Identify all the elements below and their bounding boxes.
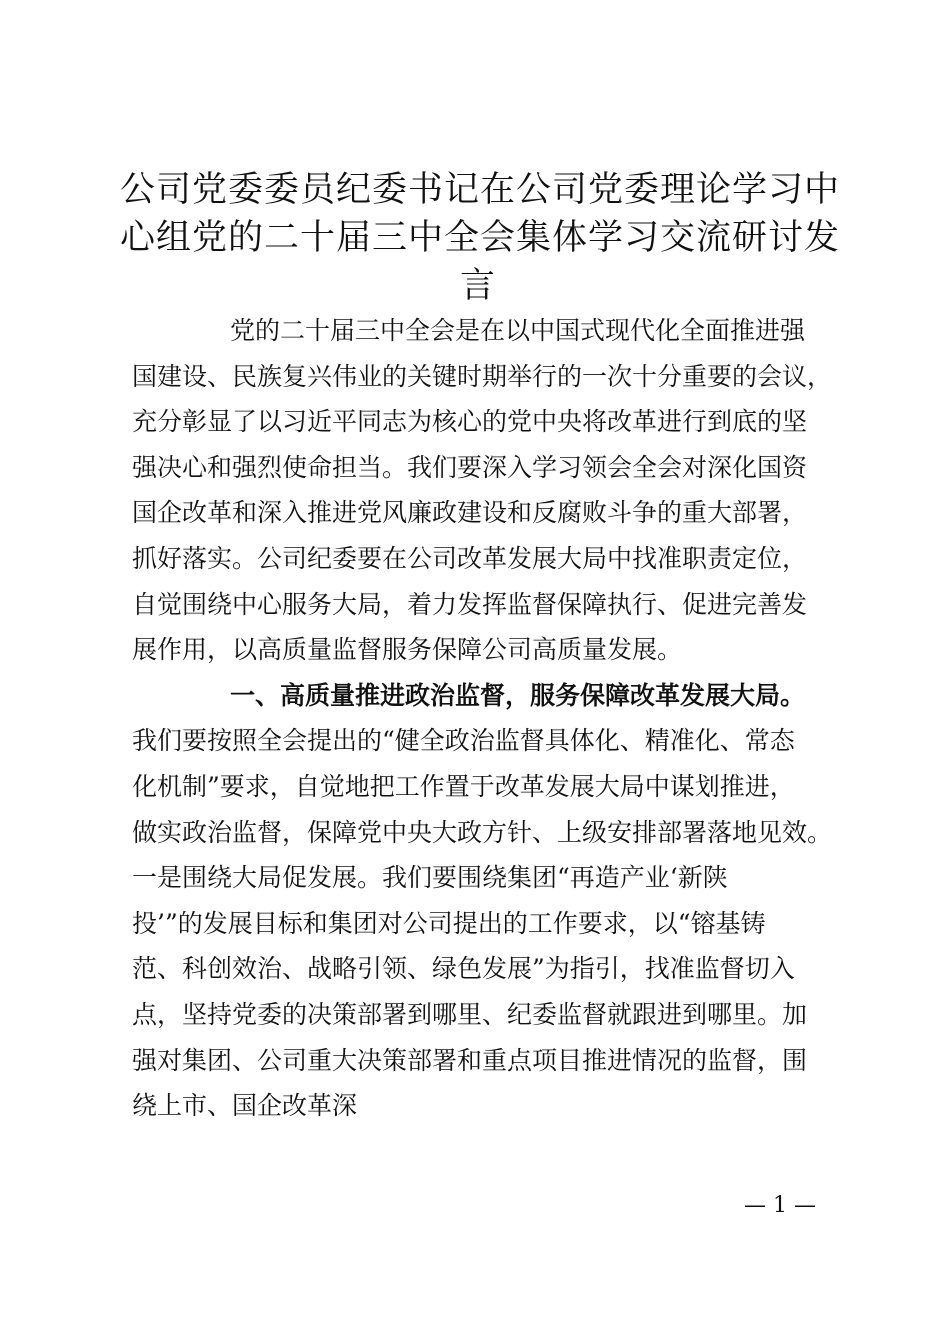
text-line: 党的二十届三中全会是在以中国式现代化全面推进强	[230, 316, 806, 345]
text-line: 绕上市、国企改革深	[132, 1091, 358, 1121]
text-line: 我们要按照全会提出的“健全政治监督具体化、精准化、常态	[132, 726, 795, 756]
text-line: 一是围绕大局促发展。我们要围绕集团“再造产业‘新陕	[132, 863, 728, 893]
text-line: 国建设、民族复兴伟业的关键时期举行的一次十分重要的会议，	[132, 361, 833, 391]
title-line: 公司党委委员纪委书记在公司党委理论学习中	[120, 170, 841, 210]
text-line: 点，坚持党委的决策部署到哪里、纪委监督就跟进到哪里。加	[132, 999, 808, 1029]
section-heading-text: 一、高质量推进政治监督，服务保障改革发展大局。	[230, 680, 806, 710]
paragraph-section1	[132, 718, 842, 1128]
document-title	[120, 166, 841, 310]
text-line: 自觉围绕中心服务大局，着力发挥监督保障执行、促进完善发	[132, 589, 808, 619]
text-line: 范、科创效治、战略引领、绿色发展”为指引，找准监督切入	[132, 954, 795, 984]
text-line: 做实政治监督，保障党中央大政方针、上级安排部署落地见效。	[132, 817, 833, 847]
text-line: 强对集团、公司重大决策部署和重点项目推进情况的监督，围	[132, 1045, 808, 1075]
text-line: 强决心和强烈使命担当。我们要深入学习领会全会对深化国资	[132, 452, 808, 482]
text-line: 化机制”要求，自觉地把工作置于改革发展大局中谋划推进，	[132, 771, 795, 801]
text-line: 充分彰显了以习近平同志为核心的党中央将改革进行到底的坚	[132, 407, 808, 437]
text-line: 抓好落实。公司纪委要在公司改革发展大局中找准职责定位，	[132, 543, 808, 573]
text-line: 国企改革和深入推进党风廉政建设和反腐败斗争的重大部署，	[132, 498, 808, 528]
section-heading	[132, 673, 842, 719]
text-line: 展作用，以高质量监督服务保障公司高质量发展。	[132, 635, 683, 665]
text-line: 投’”的发展目标和集团对公司提出的工作要求，以“镕基铸	[132, 908, 766, 938]
page-number: — 1 —	[744, 1193, 816, 1218]
title-line: 言	[459, 266, 496, 306]
title-line: 心组党的二十届三中全会集体学习交流研讨发	[120, 218, 841, 258]
document-body	[132, 308, 842, 1129]
paragraph-intro	[132, 308, 842, 673]
